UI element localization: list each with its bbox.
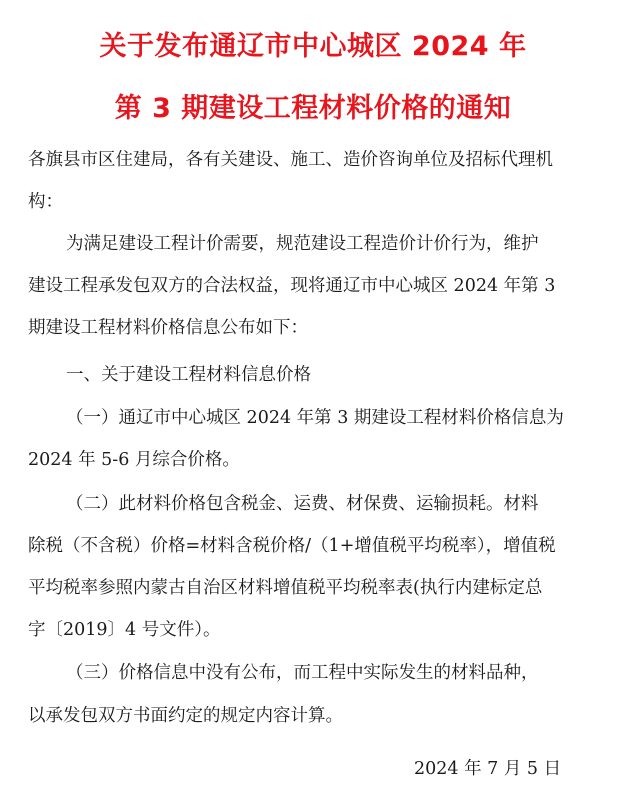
item-2-line-2: 除税（不含税）价格=材料含税价格/（1+增值税平均税率），增值税 <box>28 536 556 556</box>
section-heading-1: 一、关于建设工程材料信息价格 <box>66 365 311 385</box>
intro-paragraph-line-1: 为满足建设工程计价需要，规范建设工程造价计价行为，维护 <box>66 234 539 254</box>
item-3-line-1: （三）价格信息中没有公布，而工程中实际发生的材料品种， <box>66 663 539 683</box>
addressee-line-1: 各旗县市区住建局，各有关建设、施工、造价咨询单位及招标代理机 <box>28 150 553 170</box>
intro-paragraph-line-2: 建设工程承发包双方的合法权益，现将通辽市中心城区 2024 年第 3 <box>28 276 556 296</box>
item-3-line-2: 以承发包双方书面约定的规定内容计算。 <box>28 706 343 726</box>
notice-title-line-2: 第 3 期建设工程材料价格的通知 <box>114 93 512 124</box>
item-1-line-2: 2024 年 5-6 月综合价格。 <box>28 450 240 470</box>
item-1-line-1: （一）通辽市中心城区 2024 年第 3 期建设工程材料价格信息为 <box>66 408 564 428</box>
issue-date: 2024 年 7 月 5 日 <box>414 759 562 779</box>
item-2-line-3: 平均税率参照内蒙古自治区材料增值税平均税率表(执行内建标定总 <box>28 578 543 598</box>
addressee-line-2: 构： <box>28 192 63 212</box>
intro-paragraph-line-3: 期建设工程材料价格信息公布如下： <box>28 318 308 338</box>
notice-title-line-1: 关于发布通辽市中心城区 2024 年 <box>99 31 527 62</box>
item-2-line-4: 字〔2019〕4 号文件）。 <box>28 620 221 640</box>
item-2-line-1: （二）此材料价格包含税金、运费、材保费、运输损耗。材料 <box>66 494 539 514</box>
